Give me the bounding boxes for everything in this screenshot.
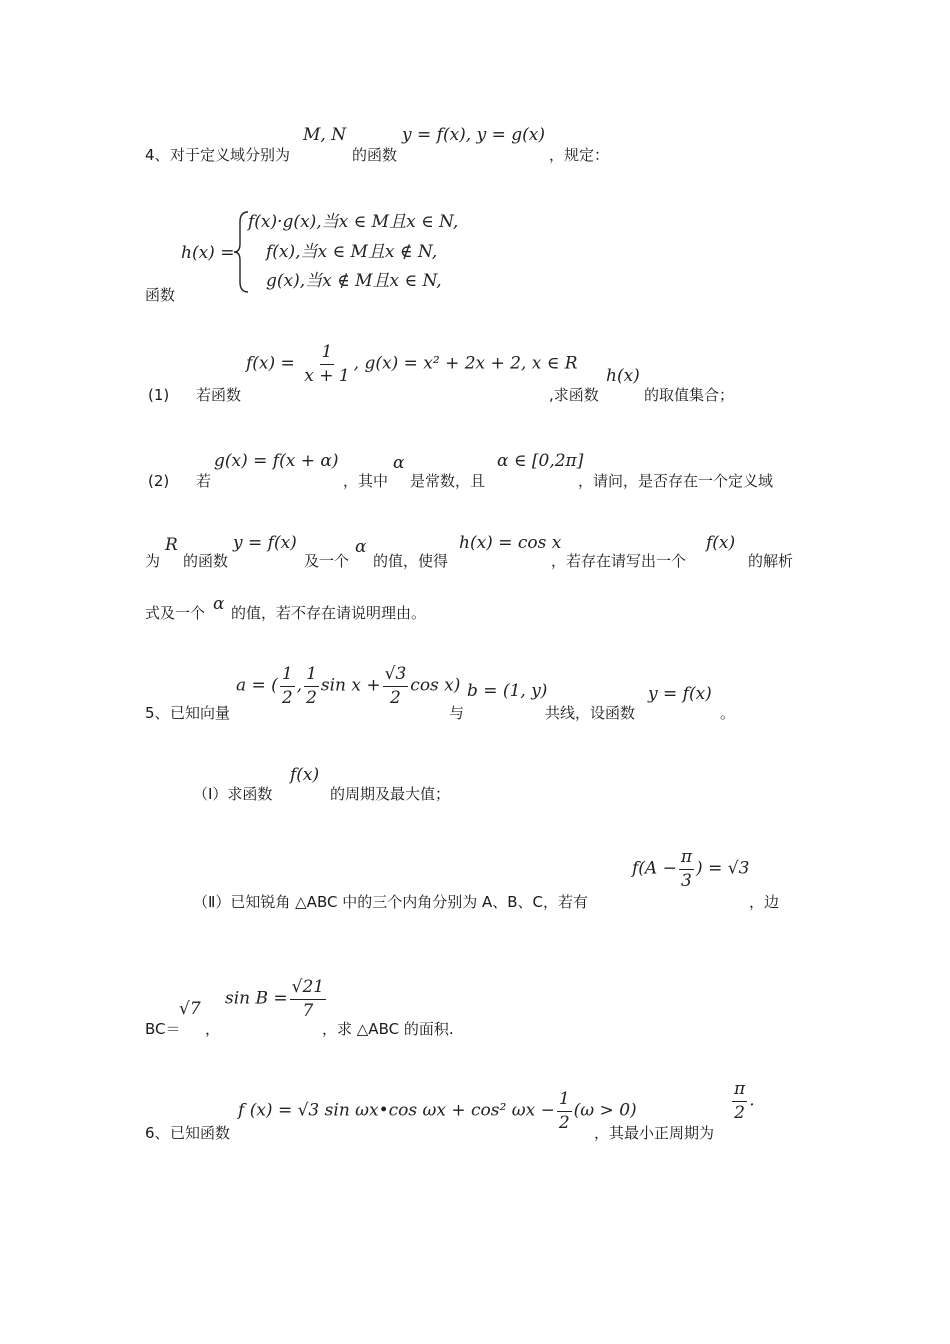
math-f-a-minus-pi-3 bbox=[632, 848, 749, 890]
question-2-text-2: ，其中 bbox=[343, 472, 389, 490]
math-f-expression: f (x) = √3 sin ωx•cos ωx + cos² ωx − bbox=[238, 1100, 555, 1121]
question-2-text-3: 是常数，且 bbox=[410, 472, 486, 490]
function-label: 函数 bbox=[145, 286, 176, 304]
math-sin-term: sin x + bbox=[320, 675, 381, 696]
problem-5-text-3: 共线，设函数 bbox=[545, 704, 636, 722]
problem-6-text-2: ，其最小正周期为 bbox=[594, 1124, 715, 1142]
piecewise-case-1: f(x)·g(x),当x ∈ M且x ∈ N, bbox=[248, 212, 459, 232]
problem-4-text-1: 对于定义域分别为 bbox=[170, 146, 291, 164]
piecewise-case-2: f(x),当x ∈ M且x ∉ N, bbox=[266, 242, 438, 262]
fraction-denominator: 2 bbox=[306, 687, 317, 708]
math-period-dot: . bbox=[749, 1090, 755, 1111]
problem-5-number: 5、 bbox=[145, 704, 170, 722]
problem-5-text-1: 已知向量 bbox=[170, 704, 231, 722]
math-q2-y-eq-f: y = f(x) bbox=[233, 533, 297, 553]
fraction-denominator: 3 bbox=[681, 870, 692, 891]
question-2-line3-text-1: 式及一个 bbox=[145, 604, 206, 622]
math-q2-g-def: g(x) = f(x + α) bbox=[214, 451, 339, 471]
fraction-numerator: 1 bbox=[304, 665, 319, 687]
question-i-text-1: （Ⅰ）求函数 bbox=[193, 785, 273, 803]
math-q2-f-2: f(x) bbox=[706, 533, 736, 553]
question-ii-line2-text-3: ，求 △ABC 的面积. bbox=[322, 1020, 454, 1038]
math-q2-alpha-range: α ∈ [0,2π] bbox=[497, 451, 584, 471]
question-1-text-3: 的取值集合； bbox=[644, 386, 735, 404]
fraction-half-2 bbox=[304, 665, 319, 707]
math-q1-f-lhs: f(x) = bbox=[246, 353, 295, 374]
question-2-line3-text-2: 的值，若不存在请说明理由。 bbox=[231, 604, 427, 622]
question-1-text-2: ,求函数 bbox=[549, 386, 599, 404]
question-2-line2-text-6: 的解析 bbox=[748, 552, 794, 570]
math-vector-b: b = (1, y) bbox=[467, 681, 548, 701]
question-2-line2-text-4: 的值，使得 bbox=[373, 552, 449, 570]
math-q2-alpha-2: α bbox=[355, 537, 367, 557]
math-sin-b bbox=[225, 978, 328, 1020]
fraction-pi-over-3 bbox=[679, 848, 694, 890]
math-sets-m-n: M, N bbox=[303, 125, 347, 145]
math-omega-condition: (ω > 0) bbox=[573, 1100, 637, 1121]
math-sin-b-lhs: sin B = bbox=[225, 988, 288, 1009]
math-f-a-lhs: f(A − bbox=[632, 858, 677, 879]
question-ii-line2-text-2: ， bbox=[205, 1020, 221, 1038]
fraction-numerator: √3 bbox=[383, 665, 409, 687]
fraction-numerator: π bbox=[732, 1080, 747, 1102]
math-q2-alpha: α bbox=[393, 453, 405, 473]
math-q1-f-def bbox=[246, 343, 578, 385]
fraction-numerator: π bbox=[679, 848, 694, 870]
problem-4-text-2: 的函数 bbox=[352, 146, 398, 164]
fraction-pi-over-2 bbox=[732, 1080, 747, 1122]
fraction-denominator: 7 bbox=[302, 1000, 314, 1021]
fraction-half-1 bbox=[280, 665, 295, 707]
math-q2-domain-r: R bbox=[165, 535, 178, 555]
math-q1-h: h(x) bbox=[606, 366, 640, 386]
question-ii-text-2: ，边 bbox=[749, 893, 780, 911]
problem-6-text-1: 已知函数 bbox=[170, 1124, 231, 1142]
question-2-line2-text-1: 为 bbox=[145, 552, 161, 570]
fraction-one-over-x-plus-1 bbox=[302, 343, 351, 385]
problem-4-number: 4、 bbox=[145, 146, 170, 164]
question-1-number: (1) bbox=[148, 386, 170, 404]
fraction-numerator: 1 bbox=[320, 343, 335, 365]
problem-4-text-3: ，规定： bbox=[549, 146, 610, 164]
fraction-denominator: 2 bbox=[281, 687, 293, 708]
problem-6-number: 6、 bbox=[145, 1124, 170, 1142]
question-2-text-1: 若 bbox=[196, 472, 212, 490]
math-f-def bbox=[238, 1090, 637, 1132]
fraction-one-half bbox=[557, 1090, 572, 1132]
fraction-denominator: 2 bbox=[558, 1112, 570, 1133]
math-period-pi-over-2 bbox=[730, 1080, 755, 1122]
math-q1-f: f(x) bbox=[290, 765, 320, 785]
question-2-line2-text-3: 及一个 bbox=[304, 552, 350, 570]
question-ii-text-1: （Ⅱ）已知锐角 △ABC 中的三个内角分别为 A、B、C，若有 bbox=[193, 893, 589, 911]
math-functions-f-g: y = f(x), y = g(x) bbox=[402, 125, 545, 145]
fraction-denominator: 2 bbox=[734, 1102, 745, 1123]
math-h-lhs: h(x) = bbox=[181, 243, 235, 263]
math-q2-alpha-3: α bbox=[213, 594, 225, 614]
math-a-lhs: a = ( bbox=[236, 675, 278, 696]
problem-5-text-4: 。 bbox=[720, 704, 736, 722]
fraction-numerator: 1 bbox=[557, 1090, 572, 1112]
question-ii-line2-text-1: BC＝ bbox=[145, 1020, 181, 1038]
question-2-text-4: ，请问，是否存在一个定义域 bbox=[578, 472, 774, 490]
math-cos-term: cos x) bbox=[410, 675, 461, 696]
question-2-line2-text-5: ，若存在请写出一个 bbox=[551, 552, 687, 570]
fraction-numerator: √21 bbox=[290, 978, 326, 1000]
math-vector-a: a = ( $\frac{1}{2}$ , $\frac{1}{2}$ sin x + $\frac{√3}{2}$ cos x) bbox=[236, 664, 461, 708]
question-i-text-2: 的周期及最大值； bbox=[330, 785, 451, 803]
question-2-number: (2) bbox=[148, 472, 170, 490]
fraction-root21-over-7 bbox=[290, 978, 326, 1020]
fraction-denominator: x + 1 bbox=[304, 365, 350, 386]
problem-5-text-2: 与 bbox=[449, 704, 465, 722]
math-root-7: √7 bbox=[179, 999, 201, 1019]
math-q1-g-def: , g(x) = x² + 2x + 2, x ∈ R bbox=[353, 353, 578, 374]
piecewise-case-3: g(x),当x ∉ M且x ∈ N, bbox=[266, 271, 442, 291]
math-f-a-rhs: ) = √3 bbox=[696, 858, 750, 879]
fraction-root3-over-2 bbox=[383, 665, 409, 707]
fraction-denominator: 2 bbox=[390, 687, 401, 708]
math-y-eq-f: y = f(x) bbox=[648, 684, 712, 704]
question-1-text-1: 若函数 bbox=[196, 386, 242, 404]
math-q2-h-cos: h(x) = cos x bbox=[459, 533, 562, 553]
fraction-numerator: 1 bbox=[280, 665, 295, 687]
question-2-line2-text-2: 的函数 bbox=[183, 552, 229, 570]
